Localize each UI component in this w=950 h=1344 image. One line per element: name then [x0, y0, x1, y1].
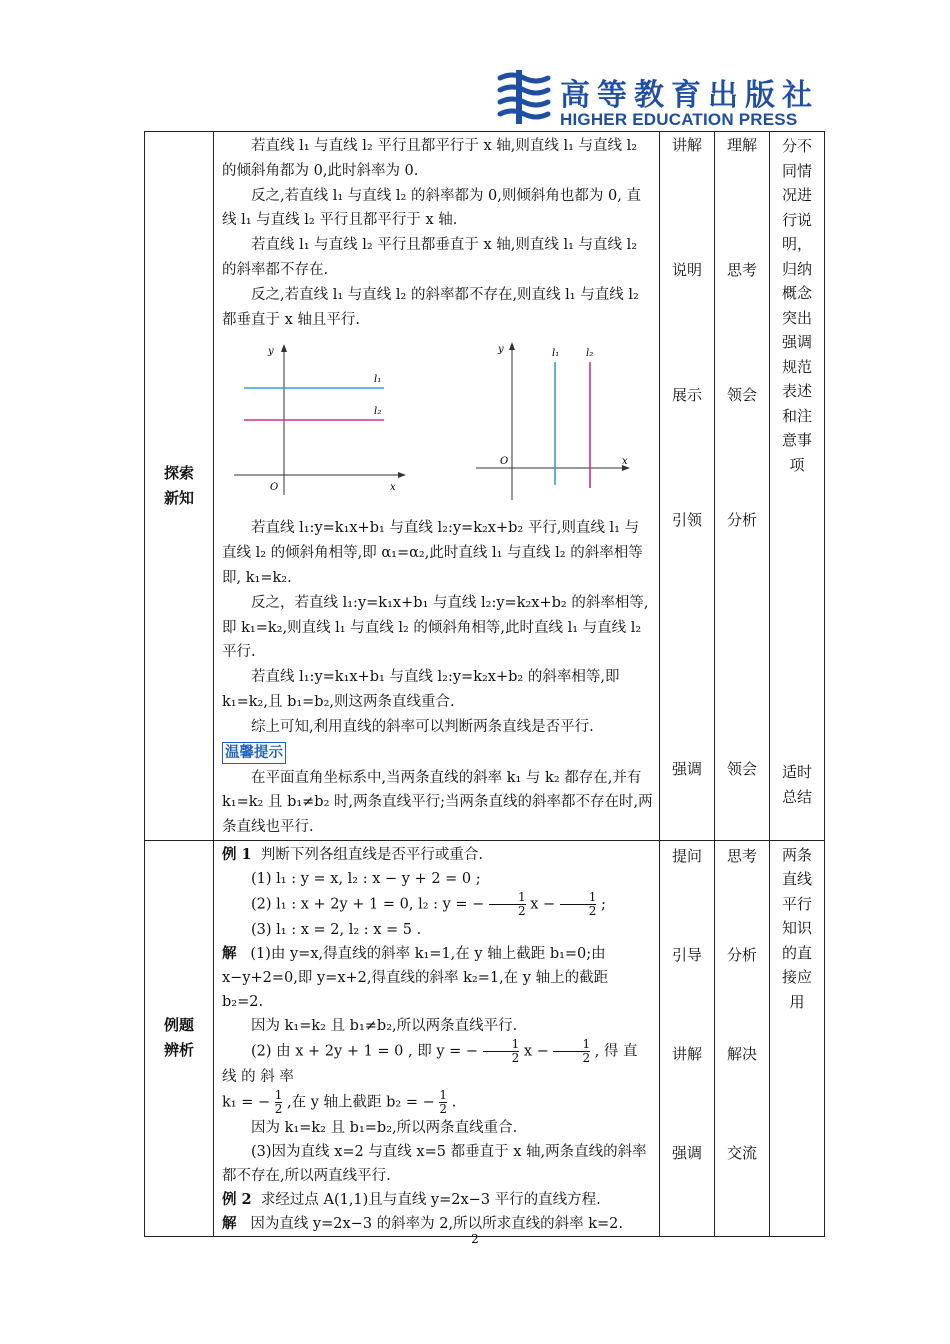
- design-text: 总结: [781, 787, 812, 806]
- design-text: 适时: [781, 763, 812, 781]
- design-text: 接应: [781, 968, 812, 987]
- teacher-activity-column: [660, 132, 715, 841]
- solution-2-conclusion: 因为 k₁=k₂ 且 b₁=b₂,所以两条直线重合.: [251, 1119, 518, 1136]
- example-1-heading: 例 1 判断下列各组直线是否平行或重合.: [222, 845, 483, 863]
- example-1-q3: (3) l₁ : x = 2, l₂ : x = 5 .: [251, 921, 422, 938]
- paragraph: 若直线 l₁ 与直线 l₂ 平行且都平行于 x 轴,则直线 l₁ 与直线 l₂ 的倾斜角都为 0,此时斜率为 0.: [222, 138, 638, 179]
- line-l2-label: l₂: [586, 348, 594, 360]
- teacher-activity: 强调: [671, 1143, 702, 1162]
- teacher-activity: 说明: [671, 261, 702, 279]
- example-1-q1: (1) l₁ : y = x, l₂ : x − y + 2 = 0 ;: [251, 870, 481, 887]
- origin-label: O: [270, 482, 279, 494]
- design-text: 明，: [781, 235, 812, 253]
- student-activity-column: [715, 840, 770, 1236]
- line-l1-label: l₁: [552, 348, 560, 360]
- design-text: 平行: [781, 894, 812, 913]
- solution-2-slope: k₁ = − $\frac{1}{2}$ ,在 y 轴上截距 b₂ = − $\frac{1}{2}$ .: [222, 1087, 457, 1116]
- design-text: 行说: [781, 210, 812, 229]
- example-2-heading: 例 2 求经过点 A(1,1)且与直线 y=2x−3 平行的直线方程.: [222, 1190, 601, 1208]
- graphs-figure: [222, 340, 653, 510]
- student-activity: 领会: [726, 760, 757, 778]
- paragraph: 综上可知,利用直线的斜率可以判断两条直线是否平行.: [251, 718, 594, 735]
- teacher-activity: 讲解: [671, 1044, 702, 1063]
- section-label-examples: 例题 辨析: [145, 840, 214, 1236]
- design-text: 表述: [781, 382, 812, 400]
- design-intent-column: [770, 840, 825, 1236]
- teacher-activity: 提问: [671, 846, 702, 865]
- design-text: 知识: [781, 919, 812, 938]
- paragraph: 反之，若直线 l₁:y=k₁x+b₁ 与直线 l₂:y=k₂x+b₂ 的斜率相等,即 k₁=k₂,则直线 l₁ 与直线 l₂ 的倾斜角相等,此时直线 l₁ 与直线 l₂ 平行.: [222, 594, 649, 661]
- design-text: 概念: [781, 284, 812, 302]
- design-text: 直线: [781, 870, 812, 889]
- tip-title: 温馨提示: [222, 742, 286, 764]
- design-text: 的直: [781, 943, 812, 962]
- student-activity: 交流: [726, 1143, 757, 1162]
- design-text: 意事: [781, 431, 812, 449]
- design-text: 强调: [781, 333, 812, 351]
- origin-label: O: [500, 456, 509, 468]
- design-text: 用: [789, 992, 805, 1011]
- publisher-emblem-icon: [494, 68, 554, 128]
- section-explore-content: [214, 132, 660, 841]
- student-activity: 领会: [726, 386, 757, 404]
- solution-2: (2) 由 x + 2y + 1 = 0 , 即 y = − $\frac{1}{2}$ x − $\frac{1}{2}$ , 得 直 线 的 斜 率: [222, 1036, 638, 1085]
- axis-y-label: y: [268, 346, 274, 358]
- axis-x-label: x: [390, 482, 396, 494]
- solution-3: (3)因为直线 x=2 与直线 x=5 都垂直于 x 轴,两条直线的斜率都不存在,所以两直线平行.: [222, 1143, 647, 1184]
- student-activity-column: [715, 132, 770, 841]
- teacher-activity: 展示: [671, 386, 702, 404]
- section-examples-row: [145, 840, 825, 1236]
- student-activity: 解决: [726, 1044, 757, 1063]
- graph-horizontal-lines: [228, 340, 408, 500]
- paragraph: 反之,若直线 l₁ 与直线 l₂ 的斜率都为 0,则倾斜角也都为 0, 直线 l₁ 与直线 l₂ 平行且都平行于 x 轴.: [222, 187, 641, 229]
- axis-x-label: x: [622, 456, 628, 468]
- paragraph: 若直线 l₁ 与直线 l₂ 平行且都垂直于 x 轴,则直线 l₁ 与直线 l₂ 的斜率都不存在.: [222, 237, 638, 278]
- section-explore-row: [145, 132, 825, 841]
- lesson-table: [144, 131, 825, 1237]
- section-examples-content: [214, 840, 660, 1236]
- design-intent-column: [770, 132, 825, 841]
- line-l1-label: l₁: [374, 374, 382, 386]
- paragraph: 反之,若直线 l₁ 与直线 l₂ 的斜率都不存在,则直线 l₁ 与直线 l₂ 都垂直于 x 轴且平行.: [222, 286, 639, 328]
- design-text: 况进: [781, 186, 812, 204]
- design-text: 和注: [781, 406, 812, 425]
- section-label-explore: 探索 新知: [145, 132, 214, 841]
- student-activity: 分析: [726, 945, 757, 964]
- student-activity: 思考: [726, 261, 757, 279]
- solution-1-conclusion: 因为 k₁=k₂ 且 b₁≠b₂,所以两条直线平行.: [251, 1017, 518, 1034]
- publisher-name-en: HIGHER EDUCATION PRESS: [560, 110, 798, 129]
- solution-1: 解 (1)由 y=x,得直线的斜率 k₁=1,在 y 轴上截距 b₁=0;由 x−y+2=0,即 y=x+2,得直线的斜率 k₂=1,在 y 轴上的截距 b₂=2.: [222, 944, 609, 1010]
- student-activity: 理解: [726, 136, 757, 154]
- design-text: 同情: [781, 161, 812, 180]
- tip-text: 在平面直角坐标系中,当两条直线的斜率 k₁ 与 k₂ 都存在,并有 k₁=k₂ 且 b₁≠b₂ 时,两条直线平行;当两条直线的斜率都不存在时,两条直线也平行.: [222, 769, 653, 836]
- teacher-activity-column: [660, 840, 715, 1236]
- teacher-activity: 讲解: [671, 136, 702, 154]
- student-activity: 分析: [726, 511, 757, 529]
- publisher-logo: [494, 68, 819, 130]
- publisher-name-cn: 高等教育出版社: [560, 78, 819, 113]
- design-text: 项: [789, 455, 805, 474]
- page-number: 2: [471, 1232, 479, 1246]
- paragraph: 若直线 l₁:y=k₁x+b₁ 与直线 l₂:y=k₂x+b₂ 平行,则直线 l₁ 与直线 l₂ 的倾斜角相等,即 α₁=α₂,此时直线 l₁ 与直线 l₂ 的斜率相等即, k₁=k₂.: [222, 520, 643, 586]
- student-activity: 思考: [726, 846, 757, 865]
- example-1-q2: (2) l₁ : x + 2y + 1 = 0, l₂ : y = − $\frac{1}{2}$ x − $\frac{1}{2}$ ;: [251, 889, 606, 918]
- paragraph: 若直线 l₁:y=k₁x+b₁ 与直线 l₂:y=k₂x+b₂ 的斜率相等,即 k₁=k₂,且 b₁=b₂,则这两条直线重合.: [222, 669, 620, 710]
- design-text: 两条: [781, 845, 812, 864]
- graph-vertical-lines: [472, 340, 652, 500]
- design-text: 分不: [781, 137, 812, 155]
- design-text: 归纳: [781, 259, 812, 278]
- design-text: 规范: [781, 357, 812, 376]
- solution-4: 解 因为直线 y=2x−3 的斜率为 2,所以所求直线的斜率 k=2.: [222, 1214, 623, 1232]
- teacher-activity: 引领: [671, 511, 702, 529]
- axis-y-label: y: [498, 344, 504, 356]
- teacher-activity: 强调: [671, 760, 702, 778]
- line-l2-label: l₂: [374, 406, 382, 418]
- teacher-activity: 引导: [671, 945, 702, 964]
- design-text: 突出: [781, 308, 812, 327]
